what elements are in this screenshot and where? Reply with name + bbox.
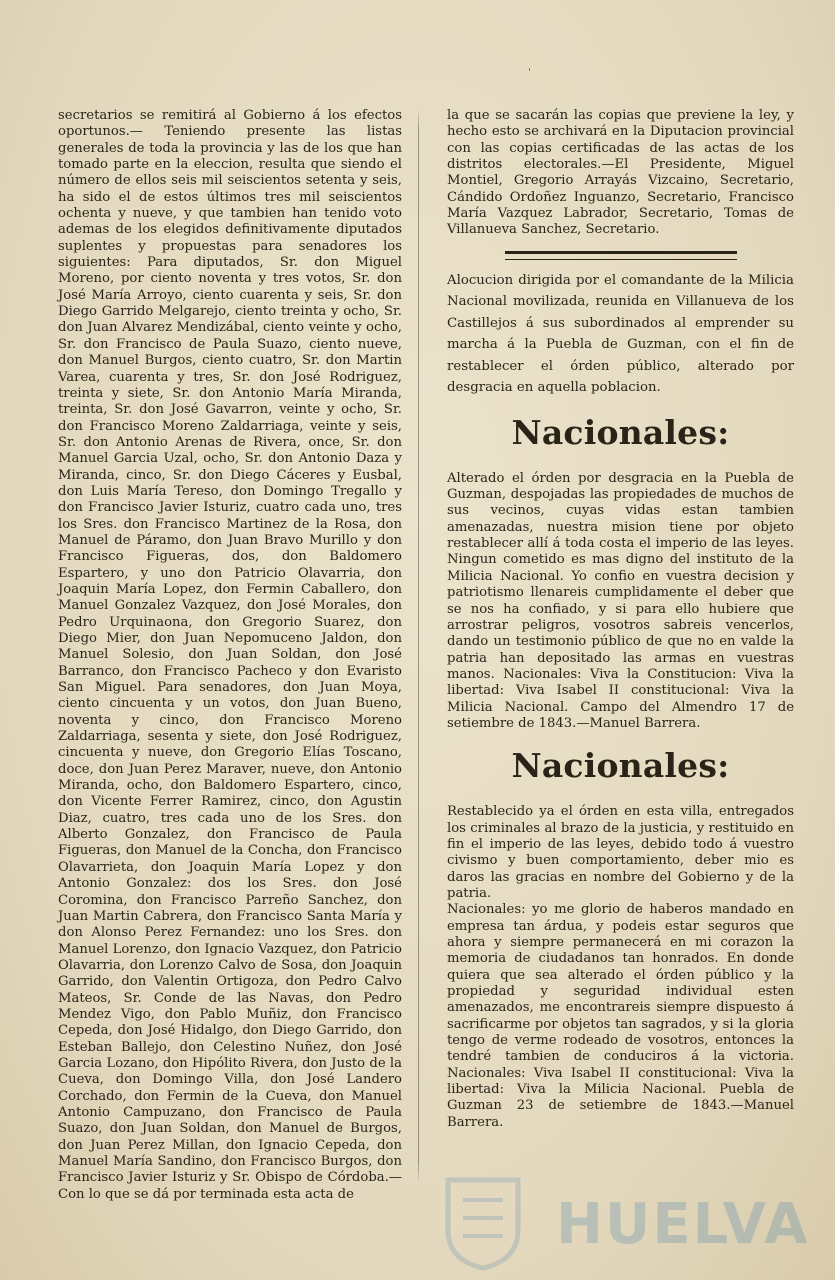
allocution-intro: Alocucion dirigida por el comandante de la Milicia Nacional movilizada, reunida en Villanueva de los Castillejos á sus subordinados al emprender su marcha á la Puebla de Guzman, con el fin de restablecer el órden público, alterado por desgracia en aquella poblacion. — [447, 272, 794, 396]
proclamation-1: Alterado el órden por desgracia en la Puebla de Guzman, despojadas las propiedades de muchos de sus vecinos, cuyas vidas estan tambien amenazadas, nuestra mision tiene por objeto restablecer allí á toda costa el imperio de las leyes. Ningun cometido es mas digno del instituto de la Milicia Nacional. Yo confio en vuestra decision y patriotismo llenareis cumplidamente el deber que se nos ha confiado, y si para ello hubiere que arrostrar peligros, vosotros sabreis vencerlos, dando un testimonio público de que no en valde la patria han depositado las armas en vuestras manos. Nacionales: Viva la Constitucion: Viva la libertad: Viva Isabel II constitucional: Viva la Milicia Nacional. Campo del Almendro 17 de setiembre de 1843.—Manuel Barrera. — [447, 470, 794, 731]
archive-watermark: HUELVA — [556, 1192, 810, 1257]
heading-nacionales-2: Nacionales: — [511, 746, 730, 786]
act-continuation-text: la que se sacarán las copias que previene la ley, y hecho esto se archivará en la Diputacion provincial con las copias certificadas de las actas de los distritos electorales.—El Presidente, Miguel Montiel, Gregorio Arrayás Vizcaino, Secretario, Cándido Ordoñez Inguanzo, Secretario, Francisco María Vazquez Labrador, Secretario, Tomas de Villanueva Sanchez, Secretario. — [447, 108, 794, 238]
left-column — [58, 108, 402, 1202]
column-divider — [418, 108, 419, 1183]
election-results-text: secretarios se remitirá al Gobierno á los efectos oportunos.— Teniendo presente las listas generales de toda la provincia y las de los que han tomado parte en la eleccion, resulta que siendo el número de ellos seis mil seiscientos setenta y seis, ha sido el de estos últimos tres mil seiscientos ochenta y nueve, y que tambien han tenido voto ademas de los elegidos definitivamente diputados suplentes y propuestas para senadores los siguientes: Para diputados, Sr. don Miguel Moreno, por ciento noventa y tres votos, Sr. don José María Arroyo, ciento cuarenta y seis, Sr. don Diego Garrido Melgarejo, ciento treinta y ocho, Sr. don Juan Alvarez Mendizábal, ciento veinte y ocho, Sr. don Francisco de Paula Suazo, ciento nueve, don Manuel Burgos, ciento cuatro, Sr. don Martin Varea, cuarenta y tres, Sr. don José Rodriguez, treinta y siete, Sr. don Antonio María Miranda, treinta, Sr. don José Gavarron, veinte y ocho, Sr. don Francisco Moreno Zaldarriaga, veinte y seis, Sr. don Antonio Arenas de Rivera, once, Sr. don Manuel Garcia Uzal, ocho, Sr. don Antonio Daza y Miranda, cinco, Sr. don Diego Cáceres y Eusbal, don Luis María Tereso, don Domingo Tregallo y don Francisco Javier Isturiz, cuatro cada uno, tres los Sres. don Francisco Martinez de la Rosa, don Manuel de Páramo, don Juan Bravo Murillo y don Francisco Figueras, dos, don Baldomero Espartero, y uno don Patricio Olavarria, don Joaquin María Lopez, don Fermin Caballero, don Manuel Gonzalez Vazquez, don José Morales, don Pedro Urquinaona, don Gregorio Suarez, don Diego Mier, don Juan Nepomuceno Jaldon, don Manuel Solesio, don Juan Soldan, don José Barranco, don Francisco Pacheco y don Evaristo San Miguel. Para senadores, don Juan Moya, ciento cincuenta y un votos, don Juan Bueno, noventa y cinco, don Francisco Moreno Zaldarriaga, sesenta y siete, don José Rodriguez, cincuenta y nueve, don Gregorio Elías Toscano, doce, don Juan Perez Maraver, nueve, don Antonio Miranda, ocho, don Baldomero Espartero, cinco, don Vicente Ferrer Ramirez, cinco, don Agustin Diaz, cuatro, tres cada uno de los Sres. don Alberto Gonzalez, don Francisco de Paula Figueras, don Manuel de la Concha, don Francisco Olavarrieta, don Joaquin María Lopez y don Antonio Gonzalez: dos los Sres. don José Coromina, don Francisco Parreño Sanchez, don Juan Martin Cabrera, don Francisco Santa María y don Alonso Perez Fernandez: uno los Sres. don Manuel Lorenzo, don Ignacio Vazquez, don Patricio Olavarria, don Lorenzo Calvo de Sosa, don Joaquin Garrido, don Valentin Ortigoza, don Pedro Calvo Mateos, Sr. Conde de las Navas, don Pedro Mendez Vigo, don Pablo Muñiz, don Francisco Cepeda, don José Hidalgo, don Diego Garrido, don Esteban Ballejo, don Celestino Nuñez, don José Garcia Lozano, don Hipólito Rivera, don Justo de la Cueva, don Domingo Villa, don José Landero Corchado, don Fermin de la Cueva, don Manuel Antonio Campuzano, don Francisco de Paula Suazo, don Juan Soldan, don Manuel de Burgos, don Juan Perez Millan, don Ignacio Cepeda, don Manuel María Sandino, don Francisco Burgos, don Francisco Javier Isturiz y Sr. Obispo de Córdoba.—Con lo que se dá por terminada esta acta de — [58, 108, 402, 1202]
page-mark: ' — [528, 66, 532, 79]
section-rule — [505, 251, 737, 260]
proclamation-2-part-1: Restablecido ya el órden en esta villa, entregados los criminales al brazo de la justicia, y restituido en fin el imperio de las leyes, debido todo á vuestro civismo y buen comportamiento, deber mio es daros las gracias en nombre del Gobierno y de la patria. — [447, 804, 794, 901]
heading-nacionales-1: Nacionales: — [511, 412, 730, 452]
archive-seal-icon — [438, 1170, 528, 1270]
proclamation-2-part-2: Nacionales: yo me glorio de haberos mandado en empresa tan árdua, y podeis estar seguros que ahora y siempre permanecerá en mi corazon la memoria de ciudadanos tan honrados. En donde quiera que sea alterado el órden público y la propiedad y seguridad individual esten amenazados, me encontrareis siempre dispuesto á sacrificarme por objetos tan sagrados, y si la gloria tengo de verme rodeado de vosotros, entonces la tendré tambien de conduciros á la victoria. Nacionales: Viva Isabel II constitucional: Viva la libertad: Viva la Milicia Nacional. Puebla de Guzman 23 de setiembre de 1843.—Manuel Barrera. — [447, 902, 794, 1130]
right-column — [447, 108, 794, 1188]
